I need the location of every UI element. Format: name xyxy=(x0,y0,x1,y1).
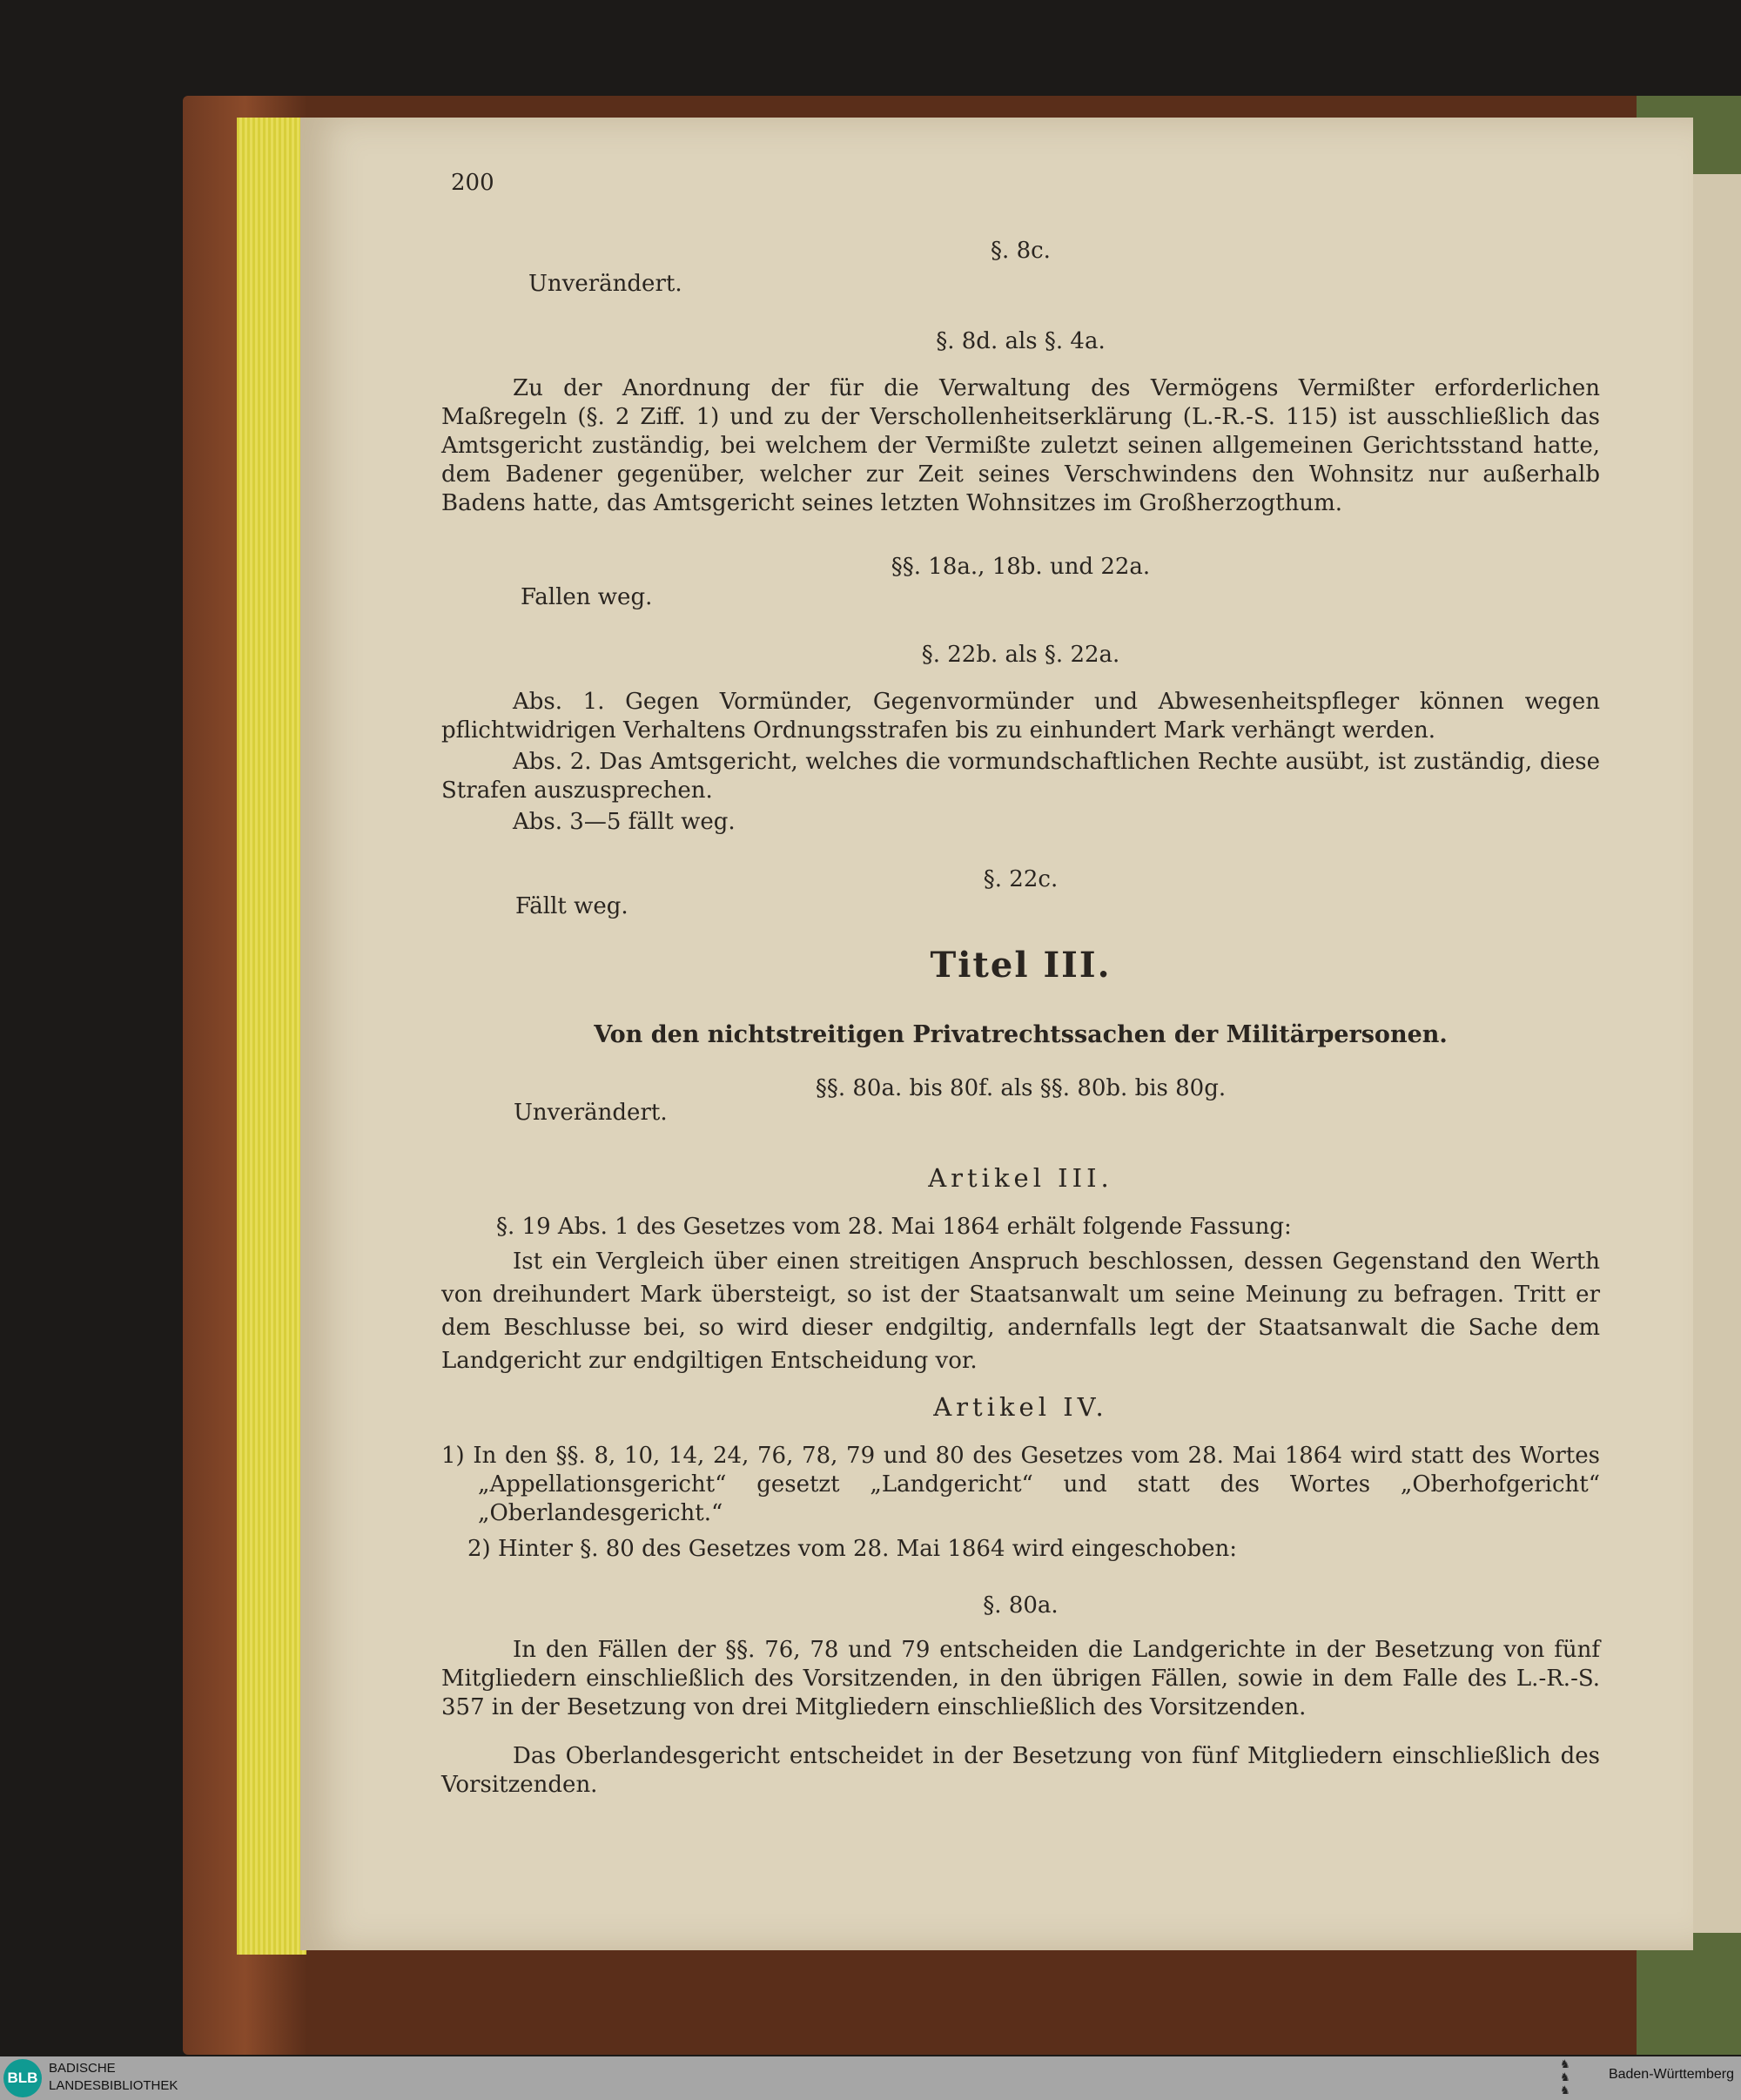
list-item: 1) In den §§. 8, 10, 14, 24, 76, 78, 79 und 80 des Gesetzes vom 28. Mai 1864 wird statt des Wortes „Appellationsgericht“ gesetzt „Landgericht“ und statt des Wortes „Oberhofgericht“ „Oberlandesgericht.“ xyxy=(441,1443,1600,1526)
section-heading: §. 22b. als §. 22a. xyxy=(921,642,1120,668)
article-heading: Artikel IV. xyxy=(933,1392,1108,1422)
library-name-line2: LANDESBIBLIOTHEK xyxy=(49,2078,178,2093)
library-name[interactable] xyxy=(49,2060,178,2095)
page-edges xyxy=(237,118,306,1955)
page-number: 200 xyxy=(451,170,494,196)
paragraph: Abs. 3—5 fällt weg. xyxy=(513,809,736,835)
paragraph: Das Oberlandesgericht entscheidet in der Besetzung von fünf Mitgliedern einschließlich des Vorsitzenden. xyxy=(441,1743,1600,1798)
section-heading: §. 22c. xyxy=(983,866,1059,892)
title-heading: Titel III. xyxy=(930,945,1112,986)
paragraph: In den Fällen der §§. 76, 78 und 79 entscheiden die Landgerichte in der Besetzung von fünf Mitgliedern einschließlich des Vorsitzenden, in den übrigen Fällen, sowie in dem Falle des L.-R.-S. 357 in der Besetzung von drei Mitgliedern einschließlich des Vorsitzenden. xyxy=(441,1637,1600,1720)
section-heading: §. 80a. xyxy=(983,1592,1059,1619)
state-logo[interactable]: Baden-Württemberg xyxy=(1608,2067,1734,2082)
footer-bar xyxy=(0,2056,1741,2100)
section-heading: §. 8d. als §. 4a. xyxy=(936,328,1106,354)
title-subheading: Von den nichtstreitigen Privatrechtssachen der Militärpersonen. xyxy=(594,1021,1448,1048)
library-name-line1: BADISCHE xyxy=(49,2061,116,2076)
article-heading: Artikel III. xyxy=(928,1163,1113,1193)
paragraph: §. 19 Abs. 1 des Gesetzes vom 28. Mai 1864 erhält folgende Fassung: xyxy=(496,1214,1292,1240)
list-item: 2) Hinter §. 80 des Gesetzes vom 28. Mai 1864 wird eingeschoben: xyxy=(467,1536,1237,1562)
section-heading: §§. 18a., 18b. und 22a. xyxy=(891,554,1151,580)
paragraph: Abs. 2. Das Amtsgericht, welches die vormundschaftlichen Rechte ausübt, ist zuständig, diese Strafen auszusprechen. xyxy=(441,749,1600,804)
blb-logo[interactable]: BLB xyxy=(3,2059,42,2097)
paragraph: Zu der Anordnung der für die Verwaltung des Vermögens Vermißter erforderlichen Maßregeln (§. 2 Ziff. 1) und zu der Verschollenheitserklärung (L.-R.-S. 115) ist ausschließlich das Amtsgericht zuständig, bei welchem der Vermißte zuletzt seinen allgemeinen Gerichtsstand hatte, dem Badener gegenüber, welcher zur Zeit seines Verschwindens den Wohnsitz nur außerhalb Badens hatte, das Amtsgericht seines letzten Wohnsitzes im Großherzogthum. xyxy=(441,375,1600,516)
section-text: Fällt weg. xyxy=(515,893,629,919)
paragraph: Abs. 1. Gegen Vormünder, Gegenvormünder und Abwesenheitspfleger können wegen pflichtwidrigen Verhaltens Ordnungsstrafen bis zu einhundert Mark verhängt werden. xyxy=(441,689,1600,744)
next-page-edge xyxy=(1693,174,1741,1933)
section-text: Fallen weg. xyxy=(521,584,653,610)
section-text: Unverändert. xyxy=(528,271,682,297)
section-heading: §. 8c. xyxy=(991,238,1051,264)
section-text: Unverändert. xyxy=(514,1100,668,1126)
paragraph: Ist ein Vergleich über einen streitigen Anspruch beschlossen, dessen Gegenstand den Werth von dreihundert Mark übersteigt, so ist der Staatsanwalt um seine Meinung zu befragen. Tritt er dem Beschlusse bei, so wird dieser endgiltig, andernfalls legt der Staatsanwalt die Sache dem Landgericht zur endgiltigen Entscheidung vor. xyxy=(441,1249,1600,1374)
section-heading: §§. 80a. bis 80f. als §§. 80b. bis 80g. xyxy=(815,1075,1227,1101)
lion-icon: ♞ ♞ ♞ xyxy=(1560,2058,1570,2097)
